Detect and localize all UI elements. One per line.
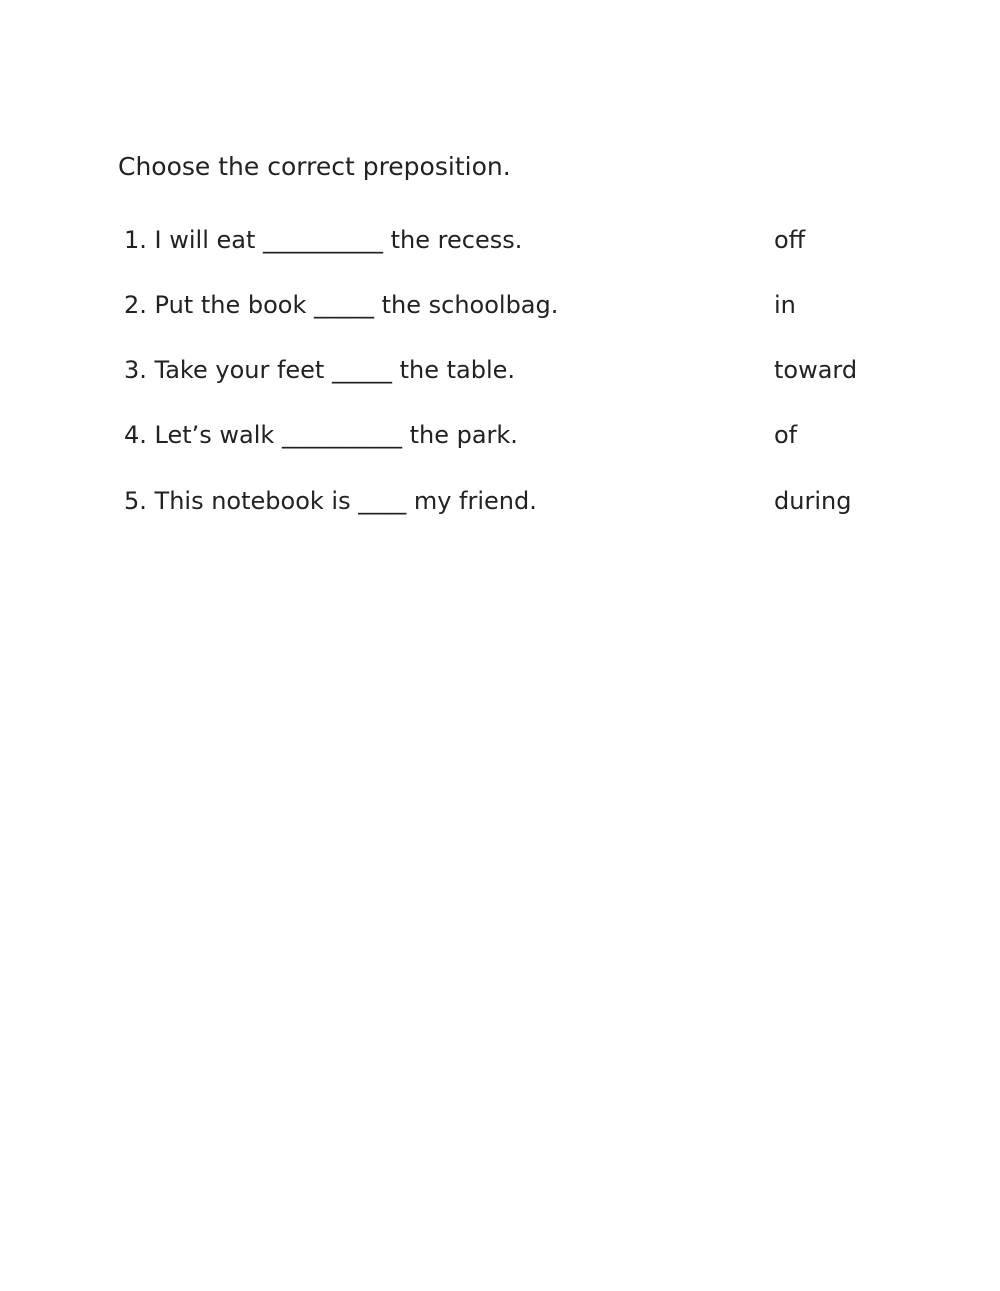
question-1: 1. I will eat __________ the recess.	[124, 226, 523, 254]
question-4: 4. Let’s walk __________ the park.	[124, 421, 518, 449]
question-2: 2. Put the book _____ the schoolbag.	[124, 291, 559, 319]
option-during: during	[774, 487, 852, 515]
question-3: 3. Take your feet _____ the table.	[124, 356, 516, 384]
question-5: 5. This notebook is ____ my friend.	[124, 487, 537, 515]
option-toward: toward	[774, 356, 858, 384]
instruction-heading: Choose the correct preposition.	[118, 152, 511, 181]
option-off: off	[774, 226, 806, 254]
option-of: of	[774, 421, 798, 449]
option-in: in	[774, 291, 796, 319]
